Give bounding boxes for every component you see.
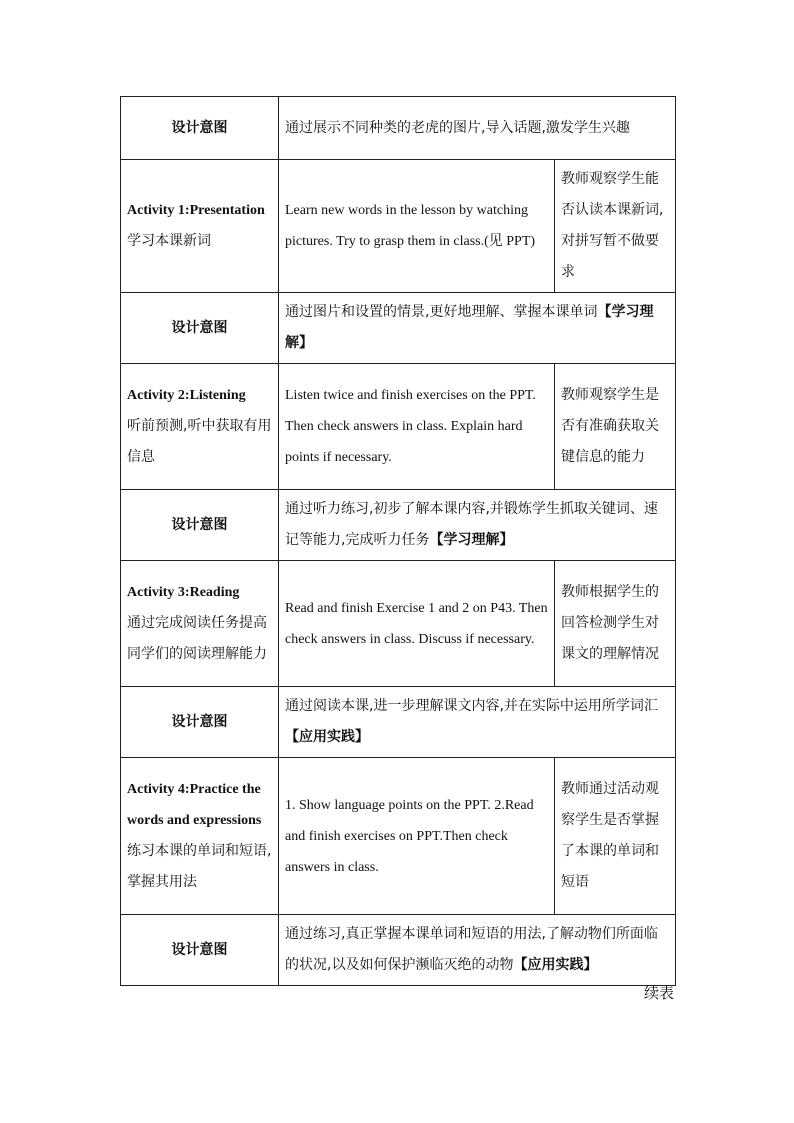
intent-text-body: 通过阅读本课,进一步理解课文内容,并在实际中运用所学词汇 — [285, 698, 658, 714]
activity-cell — [121, 364, 279, 490]
intent-text-body: 通过听力练习,初步了解本课内容,并锻炼学生抓取关键词、速记等能力,完成听力任务 — [285, 501, 658, 548]
intent-text-body: 通过展示不同种类的老虎的图片,导入话题,激发学生兴趣 — [285, 119, 630, 136]
activity-cell — [121, 160, 279, 293]
intent-text — [279, 293, 676, 364]
activity-row-2 — [121, 364, 676, 490]
intent-row-4 — [121, 687, 676, 758]
assessment-note: 教师根据学生的回答检测学生对课文的理解情况 — [555, 561, 676, 687]
intent-label: 设计意图 — [121, 687, 279, 758]
activity-cell — [121, 758, 279, 915]
activity-title: Activity 1:Presentation — [127, 203, 265, 218]
activity-description: Learn new words in the lesson by watching pictures. Try to grasp them in class.(见 PPT) — [279, 160, 555, 293]
intent-label: 设计意图 — [121, 490, 279, 561]
activity-description: Listen twice and finish exercises on the PPT. Then check answers in class. Explain hard points if necessary. — [279, 364, 555, 490]
intent-row-3 — [121, 490, 676, 561]
intent-label: 设计意图 — [121, 915, 279, 986]
intent-tag: 【学习理解】 — [429, 532, 514, 548]
activity-subtitle: 练习本课的单词和短语,掌握其用法 — [127, 843, 272, 890]
intent-tag: 【应用实践】 — [513, 957, 598, 973]
activity-row-1 — [121, 160, 676, 293]
intent-row-1 — [121, 97, 676, 160]
activity-cell — [121, 561, 279, 687]
intent-row-2 — [121, 293, 676, 364]
intent-row-5 — [121, 915, 676, 986]
activity-description: Read and finish Exercise 1 and 2 on P43. Then check answers in class. Discuss if necessary. — [279, 561, 555, 687]
intent-text — [279, 490, 676, 561]
activity-row-4 — [121, 758, 676, 915]
intent-tag: 【学习理解】 — [285, 304, 654, 351]
intent-tag: 【应用实践】 — [285, 729, 369, 745]
lesson-plan-table — [120, 96, 676, 986]
activity-title: Activity 4:Practice the words and expressions — [127, 782, 262, 828]
intent-text — [279, 915, 676, 986]
assessment-note: 教师观察学生能否认读本课新词,对拼写暂不做要求 — [555, 160, 676, 293]
activity-subtitle: 通过完成阅读任务提高同学们的阅读理解能力 — [127, 615, 267, 662]
activity-description: 1. Show language points on the PPT. 2.Read and finish exercises on PPT.Then check answers in class. — [279, 758, 555, 915]
intent-label: 设计意图 — [121, 293, 279, 364]
activity-row-3 — [121, 561, 676, 687]
activity-subtitle: 学习本课新词 — [127, 233, 211, 249]
intent-text — [279, 687, 676, 758]
intent-label: 设计意图 — [121, 97, 279, 160]
activity-title: Activity 3:Reading — [127, 585, 240, 600]
intent-text — [279, 97, 676, 160]
activity-title: Activity 2:Listening — [127, 388, 246, 403]
assessment-note: 教师观察学生是否有准确获取关键信息的能力 — [555, 364, 676, 490]
continued-label: 续表 — [643, 984, 674, 1002]
intent-text-body: 通过图片和设置的情景,更好地理解、掌握本课单词 — [285, 304, 598, 320]
intent-text-body: 通过练习,真正掌握本课单词和短语的用法,了解动物们所面临的状况,以及如何保护濒临灭绝的动物 — [285, 926, 658, 973]
activity-subtitle: 听前预测,听中获取有用信息 — [127, 418, 272, 465]
assessment-note: 教师通过活动观察学生是否掌握了本课的单词和短语 — [555, 758, 676, 915]
